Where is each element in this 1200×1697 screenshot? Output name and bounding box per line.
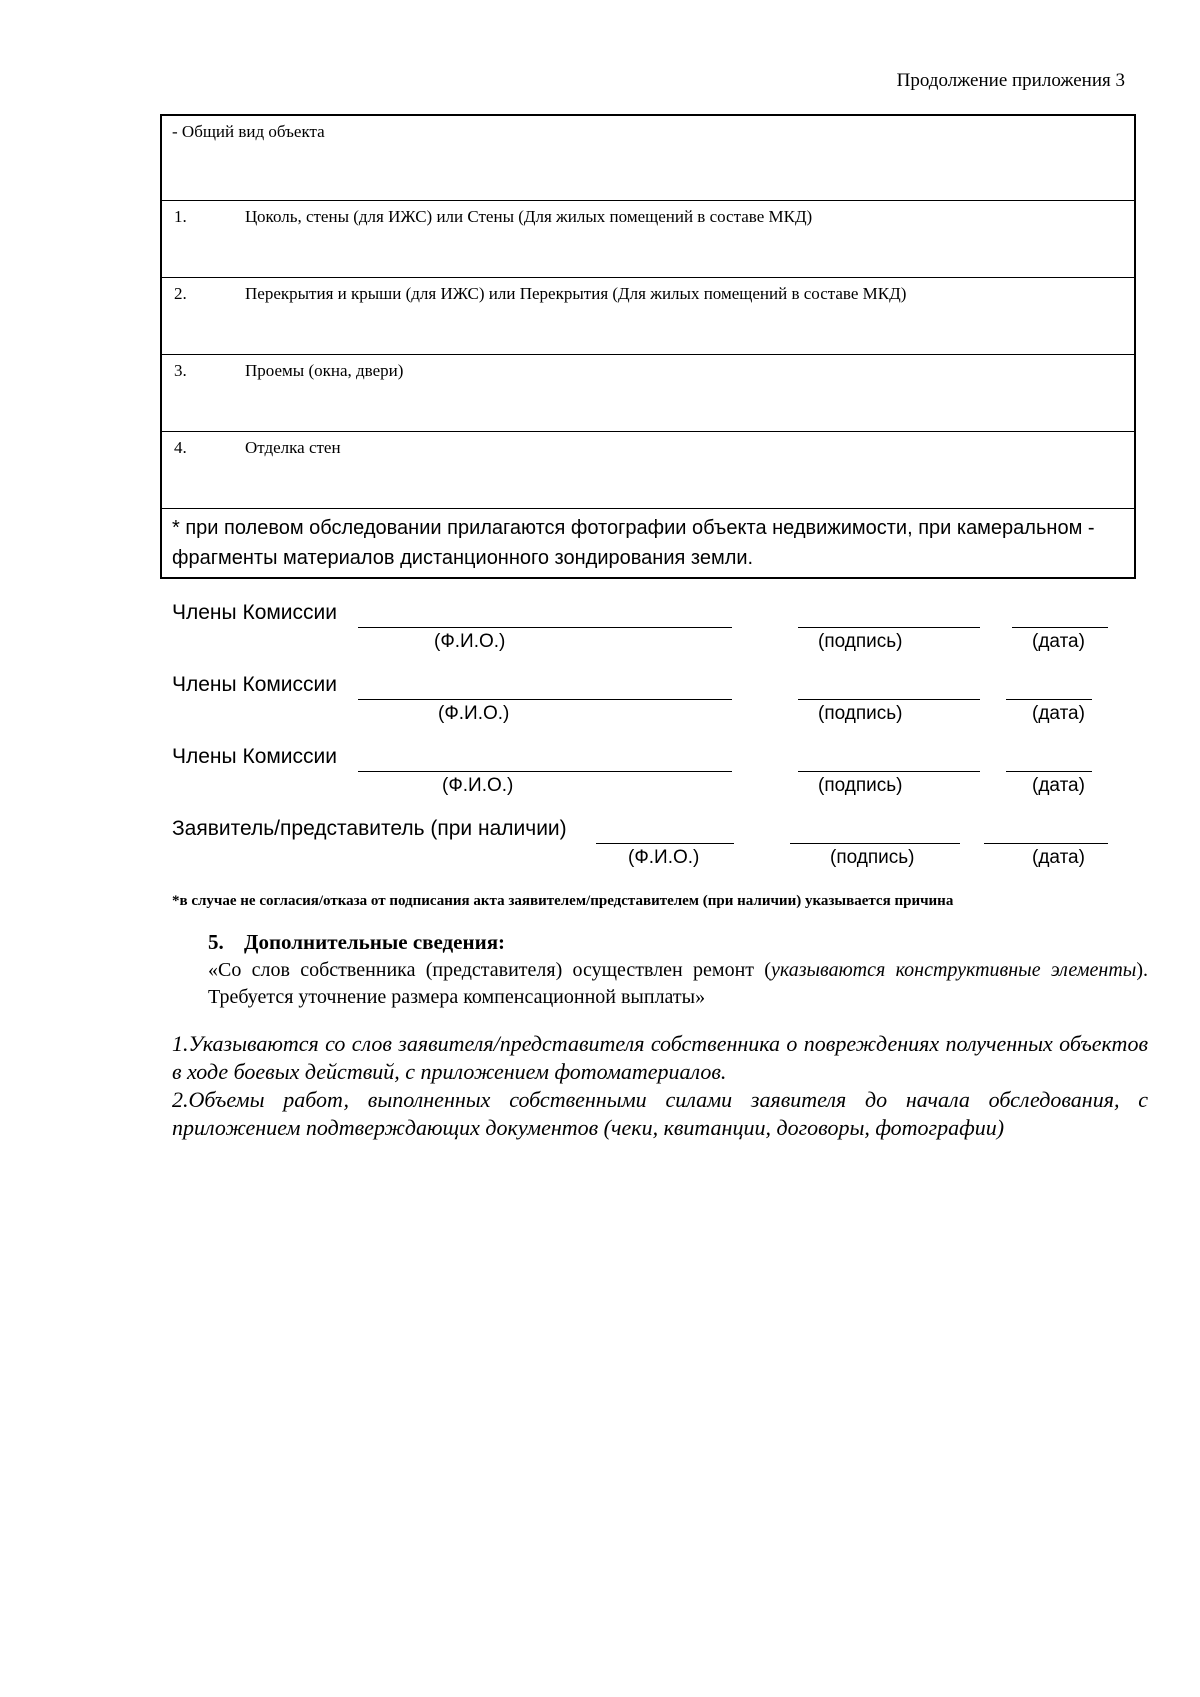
date-line[interactable] — [1006, 699, 1092, 700]
signature-row — [172, 601, 1112, 657]
date-line[interactable] — [984, 843, 1108, 844]
fio-line[interactable] — [358, 627, 732, 628]
date-caption: (дата) — [1032, 847, 1085, 868]
quote-start: «Со слов собственника (представителя) осуществлен ремонт ( — [208, 959, 771, 981]
page-header: Продолжение приложения 3 — [896, 70, 1125, 91]
table-row — [161, 201, 1135, 278]
section-number: 5. — [208, 930, 224, 954]
section-quote — [172, 957, 1148, 1011]
note-item: 2.Объемы работ, выполненных собственными силами заявителя до начала обследования, с приложением подтверждающих документов (чеки, квитанции, договоры, фотографии) — [172, 1087, 1148, 1140]
general-view-label: - Общий вид объекта — [172, 122, 325, 141]
table-row — [161, 509, 1135, 579]
fio-line[interactable] — [358, 699, 732, 700]
note-item: 1.Указываются со слов заявителя/представителя собственника о повреждениях полученных объектов в ходе боевых действий, с приложением фотоматериалов. — [172, 1031, 1148, 1084]
item-number: 3. — [174, 361, 187, 380]
sign-caption: (подпись) — [818, 703, 903, 724]
fio-caption: (Ф.И.О.) — [434, 631, 506, 652]
table-row — [161, 355, 1135, 432]
signature-row — [172, 673, 1112, 729]
fio-line[interactable] — [596, 843, 734, 844]
item-label: Проемы (окна, двери) — [245, 361, 404, 380]
fio-caption: (Ф.И.О.) — [628, 847, 700, 868]
fio-caption: (Ф.И.О.) — [438, 703, 510, 724]
sign-caption: (подпись) — [818, 775, 903, 796]
table-row — [161, 432, 1135, 509]
date-caption: (дата) — [1032, 775, 1085, 796]
sign-line[interactable] — [798, 627, 980, 628]
item-number: 1. — [174, 207, 187, 226]
item-number: 2. — [174, 284, 187, 303]
date-line[interactable] — [1006, 771, 1092, 772]
item-label: Перекрытия и крыши (для ИЖС) или Перекрытия (Для жилых помещений в составе МКД) — [245, 284, 907, 303]
date-line[interactable] — [1012, 627, 1108, 628]
table-row — [161, 278, 1135, 355]
quote-italic: указываются конструктивные элементы — [770, 959, 1137, 981]
inspection-table — [160, 114, 1136, 579]
date-caption: (дата) — [1032, 703, 1085, 724]
item-number: 4. — [174, 438, 187, 457]
signature-row — [172, 817, 1112, 873]
item-label: Отделка стен — [245, 438, 341, 457]
item-label: Цоколь, стены (для ИЖС) или Стены (Для жилых помещений в составе МКД) — [245, 207, 813, 226]
sign-line[interactable] — [790, 843, 960, 844]
additional-info-section — [172, 930, 1148, 1011]
date-caption: (дата) — [1032, 631, 1085, 652]
notes-block — [172, 1030, 1148, 1142]
table-note: * при полевом обследовании прилагаются фотографии объекта недвижимости, при камеральном - фрагменты материалов дистанционного зондирования земли. — [172, 517, 1095, 569]
section-title-text: Дополнительные сведения: — [244, 930, 506, 954]
sign-line[interactable] — [798, 699, 980, 700]
table-row — [161, 115, 1135, 201]
sign-caption: (подпись) — [830, 847, 915, 868]
fio-line[interactable] — [358, 771, 732, 772]
sign-caption: (подпись) — [818, 631, 903, 652]
signature-label: Заявитель/представитель (при наличии) — [172, 817, 567, 840]
fio-caption: (Ф.И.О.) — [442, 775, 514, 796]
signature-label: Члены Комиссии — [172, 601, 337, 624]
refusal-footnote: *в случае не согласия/отказа от подписания акта заявителем/представителем (при наличии) указывается причина — [172, 893, 954, 909]
signature-label: Члены Комиссии — [172, 745, 337, 768]
sign-line[interactable] — [798, 771, 980, 772]
section-title — [172, 930, 1148, 955]
quote-end: ). Требуется уточнение размера компенсационной выплаты» — [208, 959, 1148, 1008]
signature-label: Члены Комиссии — [172, 673, 337, 696]
signature-row — [172, 745, 1112, 801]
